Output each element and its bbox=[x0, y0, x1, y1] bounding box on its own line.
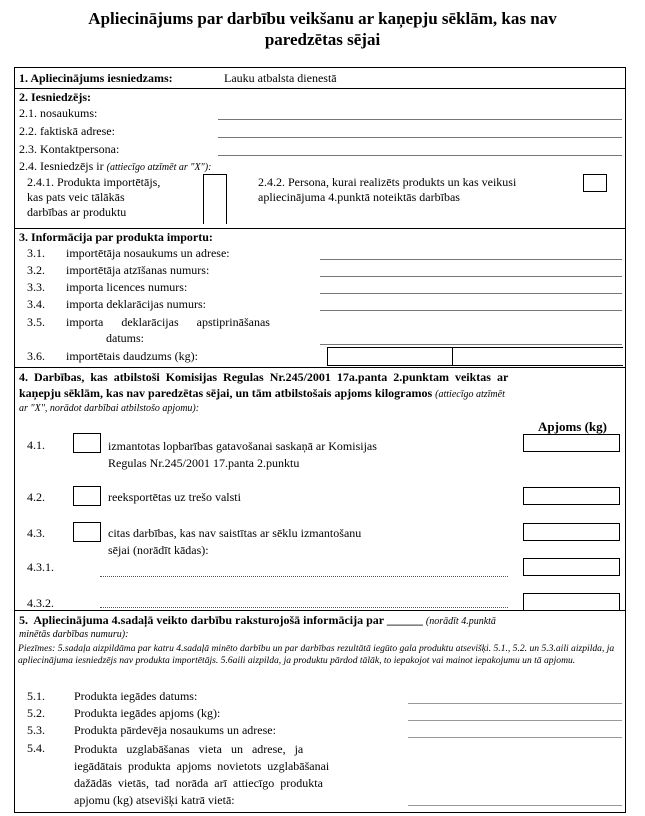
activity-reexport-volume[interactable] bbox=[523, 487, 620, 505]
activity-other-line: citas darbības, kas nav saistītas ar sēklu izmantošanu bbox=[108, 526, 362, 540]
declaration-approval-field[interactable] bbox=[320, 344, 622, 345]
submitter-type-note: (attiecīgo atzīmēt ar "X"): bbox=[106, 162, 212, 173]
import-licence-field[interactable] bbox=[320, 293, 622, 294]
submitter-heading: 2. Iesniedzējs: bbox=[19, 90, 91, 104]
purchase-date-label: Produkta iegādes datums: bbox=[74, 689, 198, 703]
recipient-label: 1. Apliecinājums iesniedzams: bbox=[19, 71, 173, 85]
submitter-name-field[interactable] bbox=[218, 119, 622, 120]
submitter-name-label: 2.1. nosaukums: bbox=[19, 106, 98, 120]
storage-location-label bbox=[74, 741, 329, 809]
activity-num: 4.3.1. bbox=[27, 560, 54, 574]
page-title bbox=[0, 8, 645, 50]
importer-name-address-label: importētāja nosaukums un adrese: bbox=[66, 246, 230, 260]
option-importer-line: darbības ar produktu bbox=[27, 205, 127, 219]
import-item-num: 3.3. bbox=[27, 280, 45, 294]
purchase-item-num: 5.4. bbox=[27, 741, 45, 755]
import-declaration-label: importa deklarācijas numurs: bbox=[66, 297, 206, 311]
seller-name-address-field[interactable] bbox=[408, 737, 622, 738]
import-item-num: 3.6. bbox=[27, 349, 45, 363]
activity-other-label bbox=[108, 525, 361, 559]
option-buyer-line: 2.4.2. Persona, kurai realizēts produkts un kas veikusi bbox=[258, 175, 517, 189]
submitter-address-field[interactable] bbox=[218, 137, 622, 138]
activity-other-1-field[interactable] bbox=[100, 576, 508, 577]
storage-location-line: apjomu (kg) atsevišķi katrā vietā: bbox=[74, 793, 235, 807]
activity-other-2-volume[interactable] bbox=[523, 593, 620, 610]
importer-name-address-field[interactable] bbox=[320, 259, 622, 260]
import-licence-label: importa licences numurs: bbox=[66, 280, 188, 294]
import-declaration-field[interactable] bbox=[320, 310, 622, 311]
purchase-item-num: 5.3. bbox=[27, 723, 45, 737]
recipient-value: Lauku atbalsta dienestā bbox=[224, 71, 337, 85]
import-item-num: 3.5. bbox=[27, 315, 45, 329]
activity-feed-volume[interactable] bbox=[523, 434, 620, 452]
imported-quantity-field[interactable] bbox=[327, 347, 453, 366]
activities-heading-line2 bbox=[19, 386, 505, 401]
import-info-heading: 3. Informācija par produkta importu: bbox=[19, 230, 213, 244]
section-divider bbox=[14, 228, 626, 229]
section-divider bbox=[14, 610, 626, 611]
storage-location-line: Produkta uzglabāšanas vieta un adrese, ja bbox=[74, 742, 304, 756]
activity-num: 4.3. bbox=[27, 526, 45, 540]
import-item-num: 3.4. bbox=[27, 297, 45, 311]
activities-heading-text: kaņepju sēklām, kas nav paredzētas sējai, un tām atbilstošais apjoms kilogramos bbox=[19, 386, 433, 400]
activity-info-heading-note-cont: minētās darbības numuru): bbox=[19, 629, 129, 640]
imported-quantity-extra bbox=[453, 347, 623, 366]
imported-quantity-label: importētais daudzums (kg): bbox=[66, 349, 198, 363]
activities-heading-note-cont: ar "X", norādot darbībai atbilstošo apjomu): bbox=[19, 403, 200, 414]
activities-heading: 4. Darbības, kas atbilstoši Komisijas Regulas Nr.245/2001 17a.panta 2.punktam veiktas ar bbox=[19, 370, 509, 384]
storage-location-field[interactable] bbox=[408, 805, 622, 806]
activity-info-note: Piezīmes: 5.sadaļa aizpildāma par katru 4.sadaļā minēto darbību un par darbības rezultātā iegūto gala produktu atsevišķi. 5.1., 5.2. un 5.3.aili aizpilda, ja apliecinājuma iesniedzējs nav produkta importētājs. 5.6aili aizpilda, ja produktu pārdod tālāk, to iepakojot vai mainot iepakojumu un tā apjomu. bbox=[18, 643, 615, 666]
purchase-item-num: 5.2. bbox=[27, 706, 45, 720]
activity-other-volume[interactable] bbox=[523, 523, 620, 541]
title-line-1: Apliecinājums par darbību veikšanu ar kaņepju sēklām, kas nav bbox=[88, 9, 557, 28]
activities-heading-note: (attiecīgo atzīmēt bbox=[435, 389, 505, 400]
purchase-volume-label: Produkta iegādes apjoms (kg): bbox=[74, 706, 221, 720]
contact-person-field[interactable] bbox=[218, 155, 622, 156]
activity-other-1-volume[interactable] bbox=[523, 558, 620, 576]
option-importer-checkbox[interactable] bbox=[203, 174, 227, 224]
activity-feed-checkbox[interactable] bbox=[73, 433, 101, 453]
submitter-address-label: 2.2. faktiskā adrese: bbox=[19, 124, 115, 138]
importer-recognition-label: importētāja atzīšanas numurs: bbox=[66, 263, 210, 277]
activity-other-2-field[interactable] bbox=[100, 607, 508, 608]
contact-person-label: 2.3. Kontaktpersona: bbox=[19, 142, 120, 156]
storage-location-line: dažādās vietās, tad norāda arī attiecīgo produkta bbox=[74, 776, 323, 790]
option-importer-line: 2.4.1. Produkta importētājs, bbox=[27, 175, 161, 189]
import-item-num: 3.1. bbox=[27, 246, 45, 260]
activity-info-heading-text: 5. Apliecinājuma 4.sadaļā veikto darbību raksturojošā informācija par ______ bbox=[19, 613, 423, 627]
option-buyer-label bbox=[258, 175, 516, 205]
section-divider bbox=[14, 367, 626, 368]
activity-other-line: sējai (norādīt kādas): bbox=[108, 543, 209, 557]
import-item-num: 3.2. bbox=[27, 263, 45, 277]
declaration-approval-label-cont: datums: bbox=[106, 331, 144, 345]
activity-other-checkbox[interactable] bbox=[73, 522, 101, 542]
importer-recognition-field[interactable] bbox=[320, 276, 622, 277]
option-buyer-checkbox[interactable] bbox=[583, 174, 607, 192]
activity-feed-line: Regulas Nr.245/2001 17.panta 2.punktu bbox=[108, 456, 300, 470]
activity-feed-line: izmantotas lopbarības gatavošanai saskaņā ar Komisijas bbox=[108, 439, 377, 453]
activity-num: 4.1. bbox=[27, 438, 45, 452]
section-divider bbox=[14, 88, 626, 89]
activity-info-heading bbox=[19, 613, 496, 628]
activity-info-heading-note: (norādīt 4.punktā bbox=[425, 616, 496, 627]
activity-num: 4.3.2. bbox=[27, 596, 54, 610]
submitter-type-text: 2.4. Iesniedzējs ir bbox=[19, 159, 104, 173]
option-importer-line: kas pats veic tālākās bbox=[27, 190, 125, 204]
option-buyer-line: apliecinājuma 4.punktā noteiktās darbības bbox=[258, 190, 460, 204]
activity-feed-label bbox=[108, 438, 377, 472]
option-importer-label bbox=[27, 175, 160, 220]
purchase-item-num: 5.1. bbox=[27, 689, 45, 703]
declaration-approval-label: importa deklarācijas apstiprināšanas bbox=[66, 315, 270, 329]
title-line-2: paredzētas sējai bbox=[264, 30, 381, 49]
activity-reexport-checkbox[interactable] bbox=[73, 486, 101, 506]
seller-name-address-label: Produkta pārdevēja nosaukums un adrese: bbox=[74, 723, 276, 737]
purchase-volume-field[interactable] bbox=[408, 720, 622, 721]
submitter-type-label bbox=[19, 159, 211, 174]
volume-column-header: Apjoms (kg) bbox=[538, 419, 607, 434]
purchase-date-field[interactable] bbox=[408, 703, 622, 704]
activity-num: 4.2. bbox=[27, 490, 45, 504]
storage-location-line: iegādātais produkta apjoms novietots uzglabāšanai bbox=[74, 759, 330, 773]
activity-reexport-label: reeksportētas uz trešo valsti bbox=[108, 490, 241, 504]
